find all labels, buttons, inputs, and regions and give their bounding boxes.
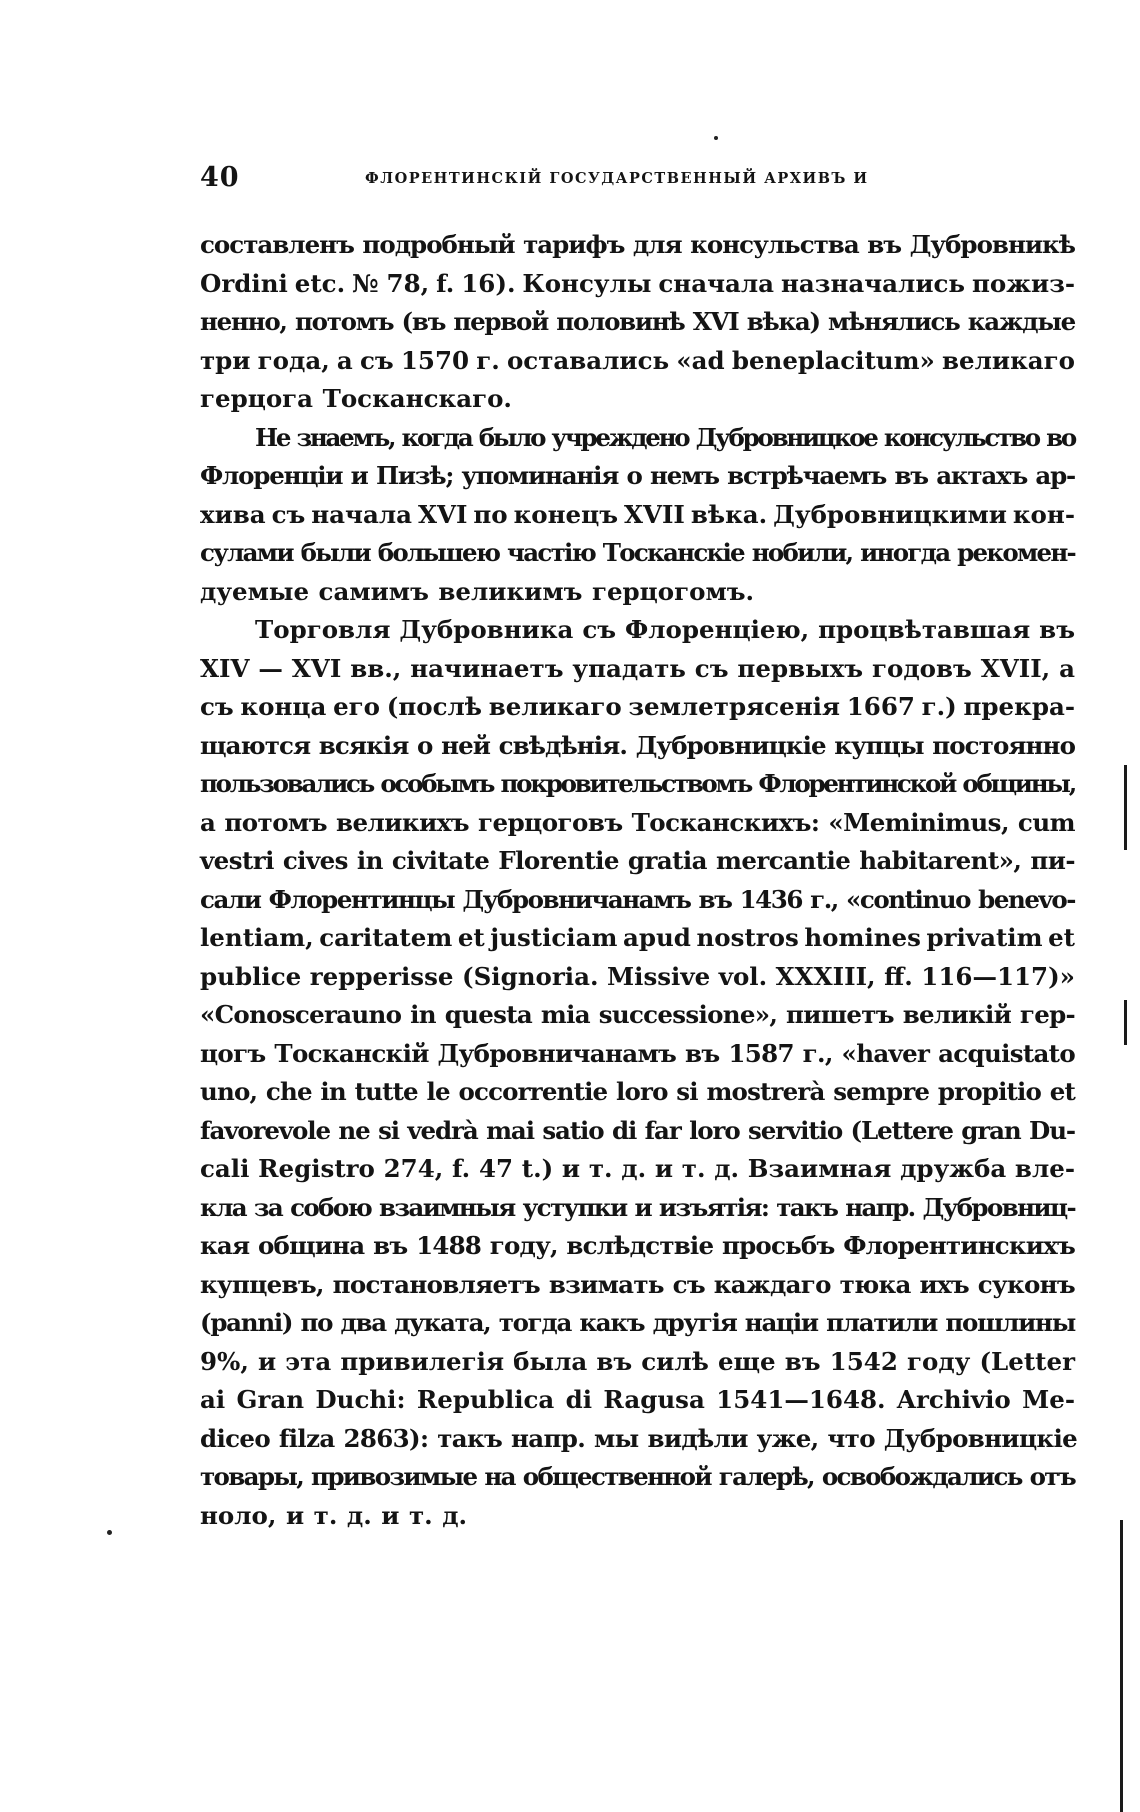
text-line: (panni) по два дуката, тогда какъ другія націи платили пошлины: [200, 1308, 1075, 1337]
text-line: купцевъ, постановляетъ взимать съ каждаго тюка ихъ суконъ: [200, 1269, 1075, 1299]
text-line: lentiam, caritatem et justiciam apud nostros homines privatim et: [200, 923, 1075, 952]
paragraph-3: [200, 611, 1078, 1535]
scan-margin-rule: [1124, 1000, 1127, 1045]
body-text: [200, 226, 1078, 1535]
text-line: три года, а съ 1570 г. оставались «ad beneplacitum» великаго: [200, 345, 1075, 375]
text-line: герцога Тосканскаго.: [200, 384, 512, 413]
text-line: сулами были большею частію Тосканскіе нобили, иногда рекомен-: [200, 538, 1075, 567]
scan-speck: [714, 136, 718, 140]
text-line: favorevole ne si vedrà mai satio di far loro servitio (Lettere gran Du-: [200, 1115, 1075, 1145]
scan-margin-rule: [1120, 1520, 1123, 1812]
text-line: составленъ подробный тарифъ для консульства въ Дубровникѣ: [200, 230, 1075, 259]
text-line: щаются всякія о ней свѣдѣнія. Дубровницкіе купцы постоянно: [200, 730, 1075, 760]
text-line: diceo filza 2863): такъ напр. мы видѣли уже, что Дубровницкіе: [200, 1423, 1078, 1453]
paragraph-2: [200, 419, 1075, 612]
text-line: XIV — XVI вв., начинаетъ упадать съ первыхъ годовъ XVII, а: [200, 653, 1075, 683]
text-line: ненно, потомъ (въ первой половинѣ XVI вѣка) мѣнялись каждые: [200, 307, 1075, 336]
text-line: кла за собою взаимныя уступки и изъятія: такъ напр. Дубровниц-: [200, 1192, 1075, 1222]
text-line: publice repperisse (Signoria. Missive vol. XXXIII, ff. 116—117)»: [200, 961, 1075, 991]
text-line: кая община въ 1488 году, вслѣдствіе просьбъ Флорентинскихъ: [200, 1231, 1075, 1260]
scan-speck: [107, 1530, 112, 1535]
text-line: Не знаемъ, когда было учреждено Дубровницкое консульство во: [255, 422, 1075, 452]
text-line: цогъ Тосканскій Дубровничанамъ въ 1587 г., «haver acquistato: [200, 1038, 1075, 1068]
text-line: товары, привозимые на общественной галерѣ, освобождались отъ: [200, 1462, 1075, 1491]
text-line: ноло, и т. д. и т. д.: [200, 1500, 468, 1530]
text-line: Торговля Дубровника съ Флоренціею, процвѣтавшая въ: [255, 615, 1075, 644]
text-line: дуемые самимъ великимъ герцогомъ.: [200, 576, 755, 606]
scan-margin-rule: [1124, 765, 1127, 850]
running-head: ФЛОРЕНТИНСКІЙ ГОСУДАРСТВЕННЫЙ АРХИВЪ И: [365, 170, 869, 187]
text-line: «Conoscerauno in questa mia successione», пишетъ великій гер-: [200, 1000, 1075, 1029]
text-line: съ конца его (послѣ великаго землетрясенія 1667 г.) прекра-: [200, 692, 1075, 721]
text-line: vestri cives in civitate Florentie gratia mercantie habitarent», пи-: [200, 846, 1075, 875]
page-number: 40: [200, 162, 240, 193]
text-line: пользовались особымъ покровительствомъ Флорентинской общины,: [200, 769, 1075, 798]
text-line: uno, che in tutte le occorrentie loro si mostrerà sempre propitio et: [200, 1077, 1075, 1106]
paragraph-1: [200, 226, 1075, 419]
text-line: хива съ начала XVI по конецъ XVII вѣка. Дубровницкими кон-: [200, 499, 1075, 529]
page-header: [200, 162, 1080, 198]
text-line: cali Registro 274, f. 47 t.) и т. д. и т. д. Взаимная дружба вле-: [200, 1154, 1075, 1183]
text-line: сали Флорентинцы Дубровничанамъ въ 1436 г., «continuo benevo-: [200, 884, 1075, 914]
text-line: а потомъ великихъ герцоговъ Тосканскихъ: «Meminimus, cum: [200, 807, 1075, 837]
text-line: ai Gran Duchi: Republica di Ragusa 1541—1648. Archivio Me-: [200, 1385, 1075, 1414]
text-line: Ordini etc. № 78, f. 16). Консулы сначала назначались пожиз-: [200, 268, 1075, 298]
text-line: Флоренціи и Пизѣ; упоминанія о немъ встрѣчаемъ въ актахъ ар-: [200, 461, 1075, 490]
text-line: 9%, и эта привилегія была въ силѣ еще въ 1542 году (Letter: [200, 1346, 1075, 1376]
